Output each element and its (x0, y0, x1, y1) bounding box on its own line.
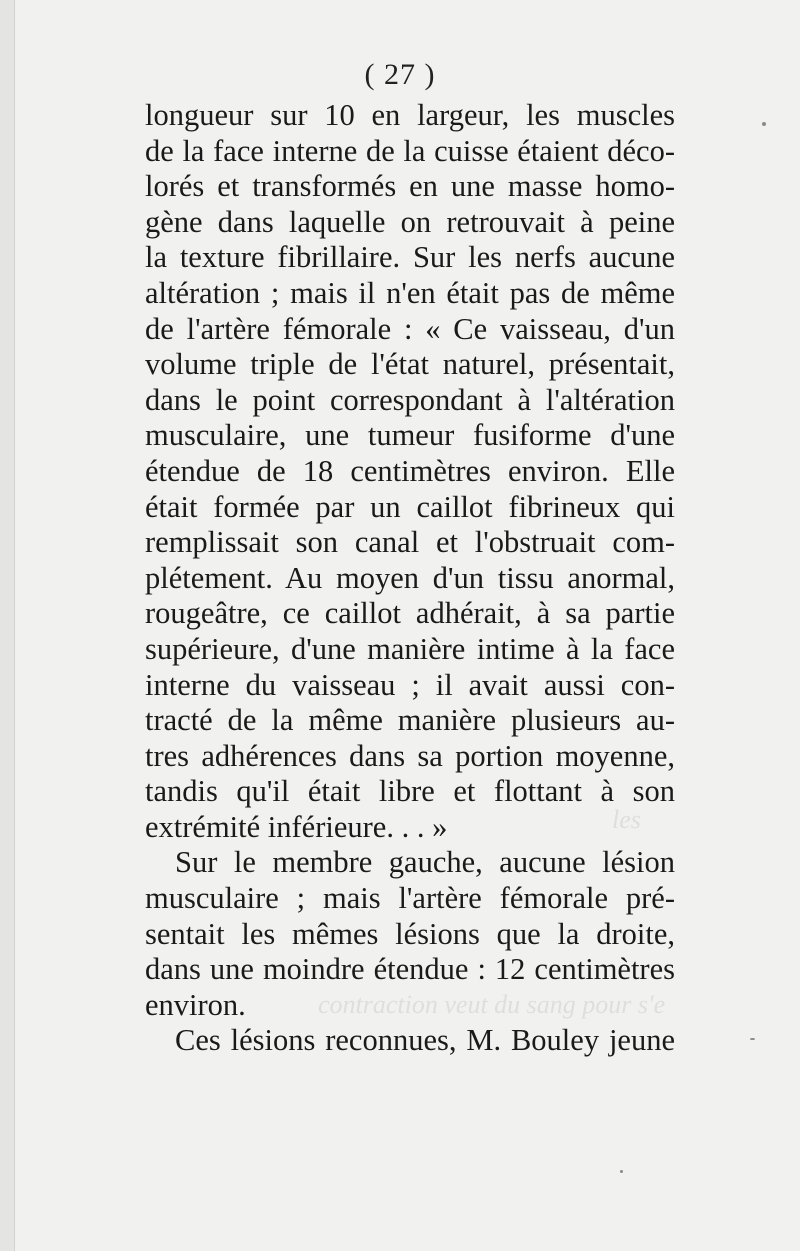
text-line: gène dans laquelle on retrouvait à peine (145, 204, 675, 239)
text-line: tandis qu'il était libre et flottant à son (145, 774, 675, 809)
text-line: de la face interne de la cuisse étaient déco- (145, 133, 675, 168)
text-line: tracté de la même manière plusieurs au- (145, 703, 675, 738)
text-line: longueur sur 10 en largeur, les muscles (145, 98, 675, 132)
show-through-text: contraction veut du sang pour s'e (318, 990, 666, 1019)
text-line: volume triple de l'état naturel, présentait, (145, 347, 675, 382)
body-text (145, 98, 675, 1059)
paper-speck (750, 1038, 755, 1040)
text-line: interne du vaisseau ; il avait aussi con- (145, 667, 675, 702)
text-line: dans le point correspondant à l'altération (145, 382, 675, 417)
text-line: lorés et transformés en une masse homo- (145, 169, 675, 204)
text-line: était formée par un caillot fibrineux qui (145, 489, 675, 524)
text-line: remplissait son canal et l'obstruait com- (145, 525, 675, 560)
page-number: ( 27 ) (364, 58, 436, 91)
text-line: tres adhérences dans sa portion moyenne, (145, 738, 675, 773)
text-line: sentait les mêmes lésions que la droite, (145, 916, 675, 951)
text-line: Ces lésions reconnues, M. Bouley jeune (175, 1023, 675, 1058)
text-line: étendue de 18 centimètres environ. Elle (145, 453, 675, 488)
text-line: plétement. Au moyen d'un tissu anormal, (145, 560, 675, 595)
text-line: extrémité inférieure. . . » (145, 809, 448, 844)
text-line: rougeâtre, ce caillot adhérait, à sa partie (145, 596, 675, 631)
text-line: altération ; mais il n'en était pas de même (145, 275, 675, 310)
text-line: supérieure, d'une manière intime à la face (145, 631, 675, 666)
text-line: environ. (145, 987, 246, 1022)
text-line: Sur le membre gauche, aucune lésion (175, 845, 675, 880)
paper-speck (762, 122, 766, 126)
paper-speck (620, 1170, 623, 1173)
text-line: la texture fibrillaire. Sur les nerfs aucune (145, 240, 675, 275)
text-line: musculaire, une tumeur fusiforme d'une (145, 418, 675, 453)
text-line: dans une moindre étendue : 12 centimètres (145, 952, 675, 987)
text-line: musculaire ; mais l'artère fémorale pré- (145, 881, 675, 916)
show-through-text: les (612, 805, 641, 834)
text-line: de l'artère fémorale : « Ce vaisseau, d'un (145, 311, 675, 346)
